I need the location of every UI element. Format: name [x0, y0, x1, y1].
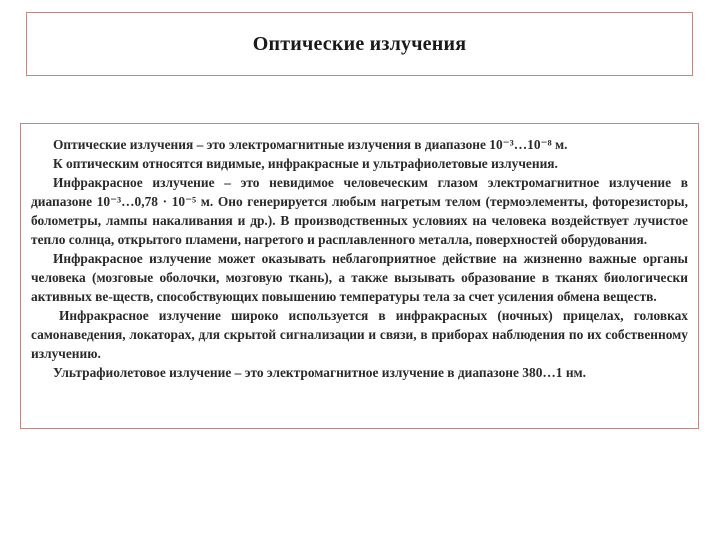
- paragraph-infrared-effects: Инфракрасное излучение может оказывать неблагоприятное действие на жизненно важные органы человека (мозговые оболочки, мозговую ткань), а также вызывать образование в тканях биологически активных ве-ществ, способствующих повышению температуры тела за счет усиления обмена веществ.: [31, 251, 688, 304]
- slide-title: Оптические излучения: [252, 32, 467, 55]
- title-box: [26, 12, 693, 76]
- paragraph-ultraviolet-definition: Ультрафиолетовое излучение – это электромагнитное излучение в диапазоне 380…1 нм.: [53, 365, 587, 380]
- paragraph-infrared-definition: Инфракрасное излучение – это невидимое человеческим глазом электромагнитное излучение в диапазоне 10⁻³…0,78 · 10⁻⁵ м. Оно генерируется любым нагретым телом (термоэлементы, фоторезисторы, болометры, лампы накаливания и др.). В производственных условиях на человека воздействует лучистое тепло солнца, открытого пламени, нагретого и расплавленного металла, поверхностей оборудования.: [31, 175, 688, 247]
- paragraph-types: К оптическим относятся видимые, инфракрасные и ультрафиолетовые излучения.: [53, 156, 558, 171]
- content-box: [20, 123, 699, 429]
- paragraph-infrared-usage: Инфракрасное излучение широко используется в инфракрасных (ночных) прицелах, головках самонаведения, локаторах, для скрытой сигнализации и связи, в приборах наблюдения по их собственному излучению.: [31, 308, 688, 361]
- paragraph-definition: Оптические излучения – это электромагнитные излучения в диапазоне 10⁻³…10⁻⁸ м.: [53, 137, 568, 152]
